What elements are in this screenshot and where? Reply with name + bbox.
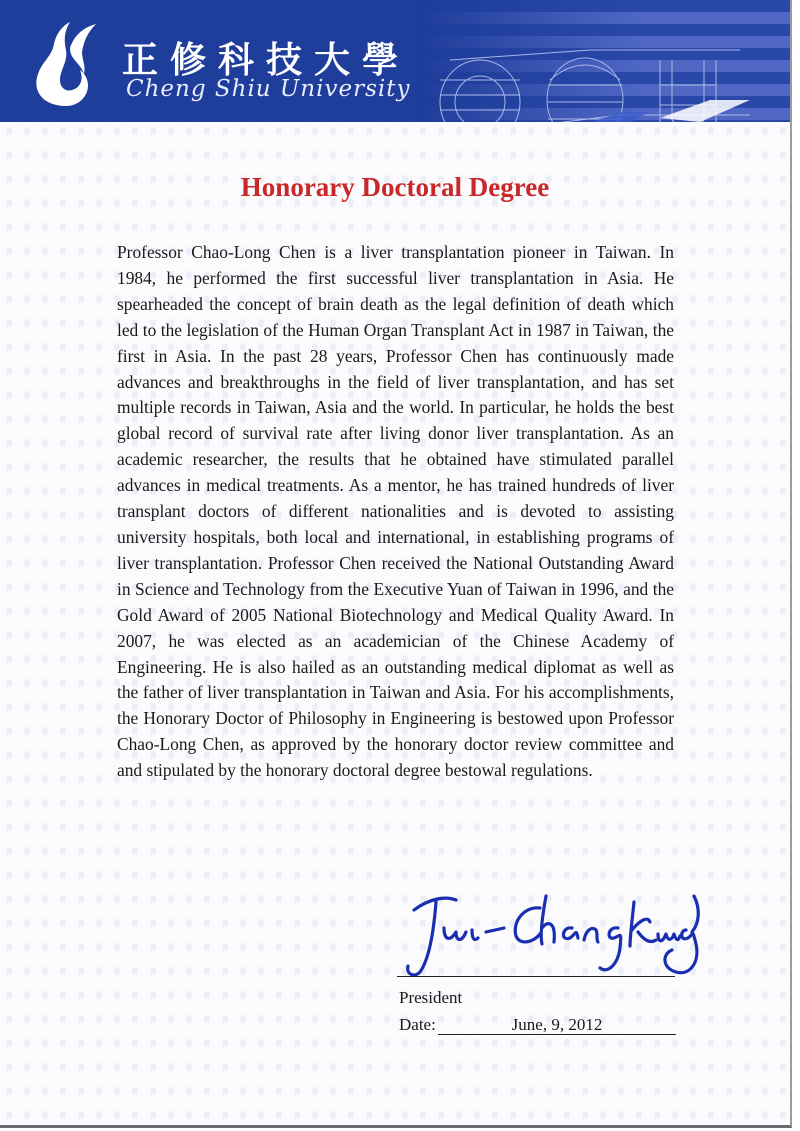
- university-chinese-name: 正修科技大學: [122, 39, 411, 81]
- university-header-banner: [0, 0, 790, 122]
- date-value: June, 9, 2012: [438, 1015, 676, 1035]
- document-title: Honorary Doctoral Degree: [240, 172, 550, 202]
- signatory-role: President: [399, 988, 463, 1007]
- csu-wireframe-emblem: [420, 40, 760, 122]
- signature-line: [397, 976, 675, 977]
- university-english-name: Cheng Shiu University: [126, 76, 411, 102]
- president-signature: [400, 888, 700, 980]
- date-label: Date:: [399, 1015, 436, 1034]
- university-logo-icon: [30, 18, 102, 108]
- citation-text: Professor Chao-Long Chen is a liver transplantation pioneer in Taiwan. In 1984, he performed the first successful liver transplantation in Asia. He spearheaded the concept of brain death as the legal definition of death which led to the legislation of the Human Organ Transplant Act in 1987 in Taiwan, the first in Asia. In the past 28 years, Professor Chen has continuously made advances and breakthroughs in the field of liver transplantation, and has set multiple records in Taiwan, Asia and the world. In particular, he holds the best global record of survival rate after living donor liver transplantation. As an academic researcher, the results that he obtained have stimulated parallel advances in medical treatments. As a mentor, he has trained hundreds of liver transplant doctors of different nationalities and is devoted to assisting university hospitals, both local and international, in establishing programs of liver transplantation. Professor Chen received the National Outstanding Award in Science and Technology from the Executive Yuan of Taiwan in 1996, and the Gold Award of 2005 National Biotechnology and Medical Quality Award. In 2007, he was elected as an academician of the Chinese Academy of Engineering. He is also hailed as an outstanding medical diplomat as well as the father of liver transplantation in Taiwan and Asia. For his accomplishments, the Honorary Doctor of Philosophy in Engineering is bestowed upon Professor Chao-Long Chen, as approved by the honorary doctor review committee and and stipulated by the honorary doctoral degree bestowal regulations.: [117, 242, 674, 781]
